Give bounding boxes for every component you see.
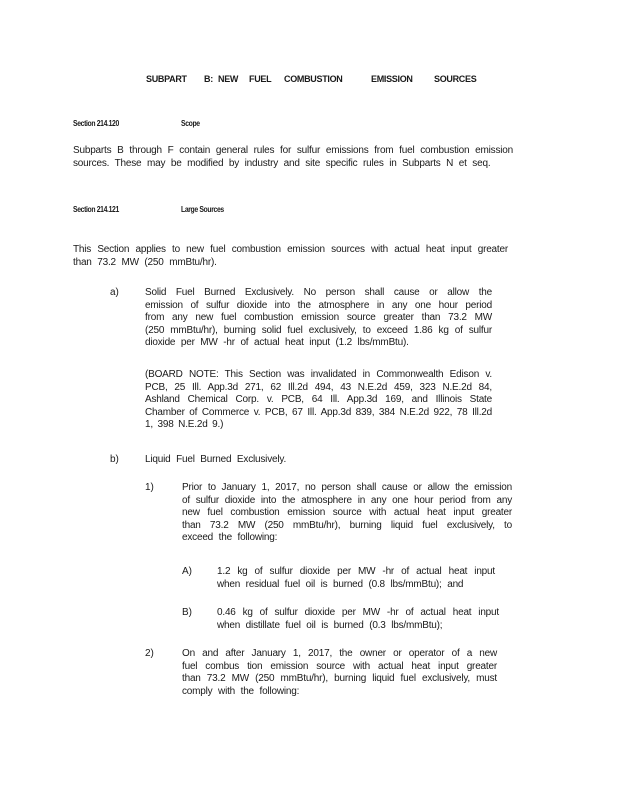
section-120-number: Section 214.120 — [73, 119, 119, 128]
heading-fuel: FUEL — [249, 74, 272, 84]
item-b1-text: Prior to January 1, 2017, no person shall cause or allow the emission of sulfur dioxide into the atmosphere in any one hour period from any new fuel combustion emission source with actual heat input greater than 73.2 MW (250 mmBtu/hr), burning liquid fuel exclusively, to exceed the following: — [182, 482, 512, 543]
item-A-marker: A) — [182, 566, 192, 577]
item-b2-text: On and after January 1, 2017, the owner or operator of a new fuel combus tion emission source with actual heat input greater than 73.2 MW (250 mmBtu/hr), burning liquid fuel exclusively, must comply with the following: — [182, 648, 497, 697]
item-b-marker: b) — [110, 454, 119, 465]
section-121-intro: This Section applies to new fuel combustion emission sources with actual heat input greater than 73.2 MW (250 mmBtu/hr). — [73, 244, 508, 268]
item-b1-marker: 1) — [145, 482, 154, 493]
section-120-title: Scope — [181, 119, 200, 128]
section-121-title: Large Sources — [181, 205, 224, 214]
heading-b: B: — [204, 74, 213, 84]
heading-new: NEW — [218, 74, 239, 84]
heading-subpart: SUBPART — [146, 74, 187, 84]
item-B-marker: B) — [182, 607, 192, 618]
item-b-title: Liquid Fuel Burned Exclusively. — [145, 454, 287, 465]
item-b2-marker: 2) — [145, 648, 154, 659]
section-120-text: Subparts B through F contain general rules for sulfur emissions from fuel combustion emission sources. These may be modified by industry and site specific rules in Subparts N et seq. — [73, 145, 513, 169]
heading-combustion: COMBUSTION — [284, 74, 343, 84]
heading-sources: SOURCES — [434, 74, 477, 84]
item-a-text: Solid Fuel Burned Exclusively. No person shall cause or allow the emission of sulfur dioxide into the atmosphere in any one hour period from any new fuel combustion emission source greater than 73.2 MW (250 mmBtu/hr), burning solid fuel exclusively, to exceed 1.86 kg of sulfur dioxide per MW -hr of actual heat input (1.2 lbs/mmBtu). — [145, 287, 492, 348]
heading-emission: EMISSION — [371, 74, 413, 84]
item-a-marker: a) — [110, 287, 119, 298]
section-121-number: Section 214.121 — [73, 205, 119, 214]
item-B-text: 0.46 kg of sulfur dioxide per MW -hr of actual heat input when distillate fuel oil is burned (0.3 lbs/mmBtu); — [217, 607, 499, 631]
board-note: (BOARD NOTE: This Section was invalidated in Commonwealth Edison v. PCB, 25 Ill. App.3d 271, 62 Ill.2d 494, 43 N.E.2d 459, 323 N.E.2d 84, Ashland Chemical Corp. v. PCB, 64 Ill. App.3d 169, and Illinois State Chamber of Commerce v. PCB, 67 Ill. App.3d 839, 384 N.E.2d 922, 78 Ill.2d 1, 398 N.E.2d 9.) — [145, 369, 492, 430]
item-A-text: 1.2 kg of sulfur dioxide per MW -hr of actual heat input when residual fuel oil is burned (0.8 lbs/mmBtu); and — [217, 566, 495, 590]
